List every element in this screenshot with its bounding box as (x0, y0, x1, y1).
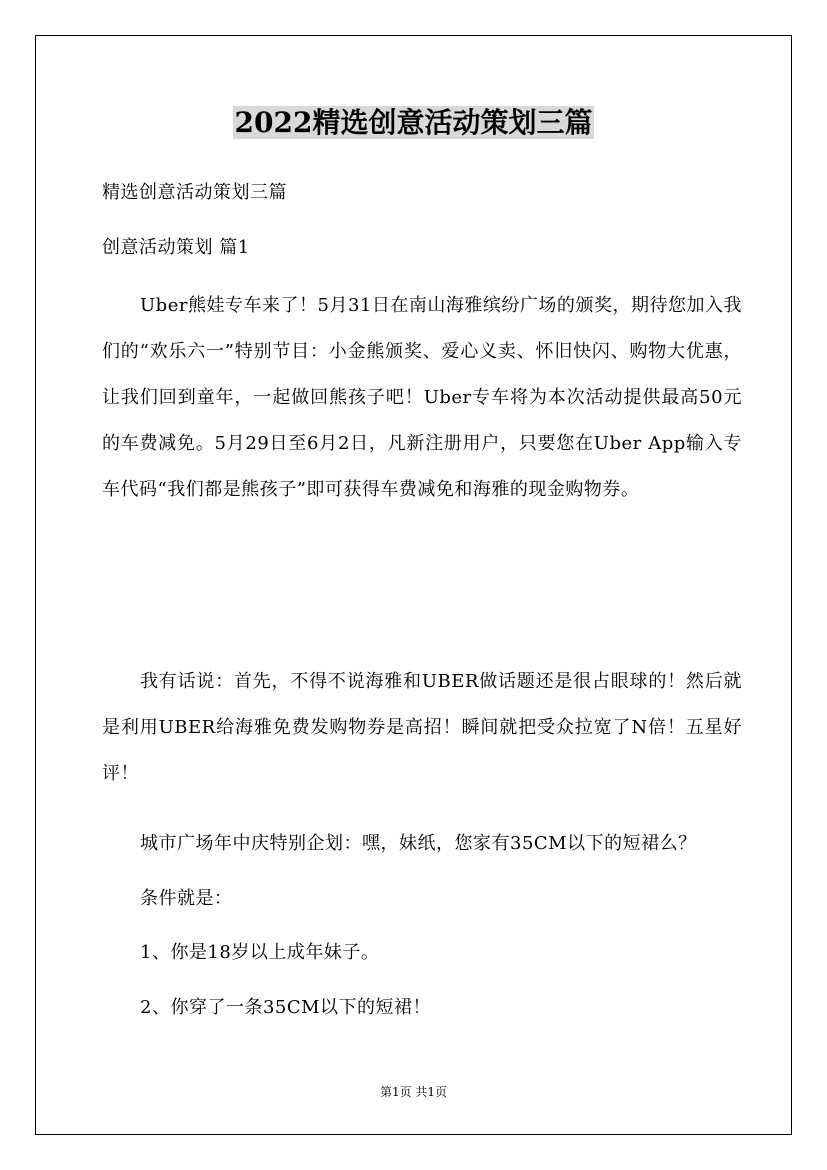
condition-item-1: 1、你是18岁以上成年妹子。 (140, 942, 380, 963)
page-footer: 第1页 共1页 (379, 1085, 448, 1099)
plan-intro-line: 城市广场年中庆特别企划：嘿，妹纸，您家有35CM以下的短裙么？ (140, 833, 697, 854)
document-title-text: 2022精选创意活动策划三篇 (234, 106, 593, 139)
document-subtitle: 精选创意活动策划三篇 (102, 182, 287, 203)
body-paragraph-uber-event: Uber熊娃专车来了！5月31日在南山海雅缤纷广场的颁奖，期待您加入我们的“欢乐六一”特别节目：小金熊颁奖、爱心义卖、怀旧快闪、购物大优惠，让我们回到童年，一起做回熊孩子吧！Uber专车将为本次活动提供最高50元的车费减免。5月29日至6月2日，凡新注册用户，只要您在Uber App输入专车代码“我们都是熊孩子”即可获得车费减免和海雅的现金购物券。 (102, 295, 742, 500)
conditions-heading: 条件就是： (140, 888, 233, 909)
document-title (0, 103, 827, 143)
condition-item-2: 2、你穿了一条35CM以下的短裙！ (140, 997, 432, 1018)
section-heading: 创意活动策划 篇1 (102, 237, 250, 258)
body-paragraph-comment: 我有话说：首先，不得不说海雅和UBER做话题还是很占眼球的！然后就是利用UBER给海雅免费发购物券是高招！瞬间就把受众拉宽了N倍！五星好评！ (102, 671, 742, 784)
